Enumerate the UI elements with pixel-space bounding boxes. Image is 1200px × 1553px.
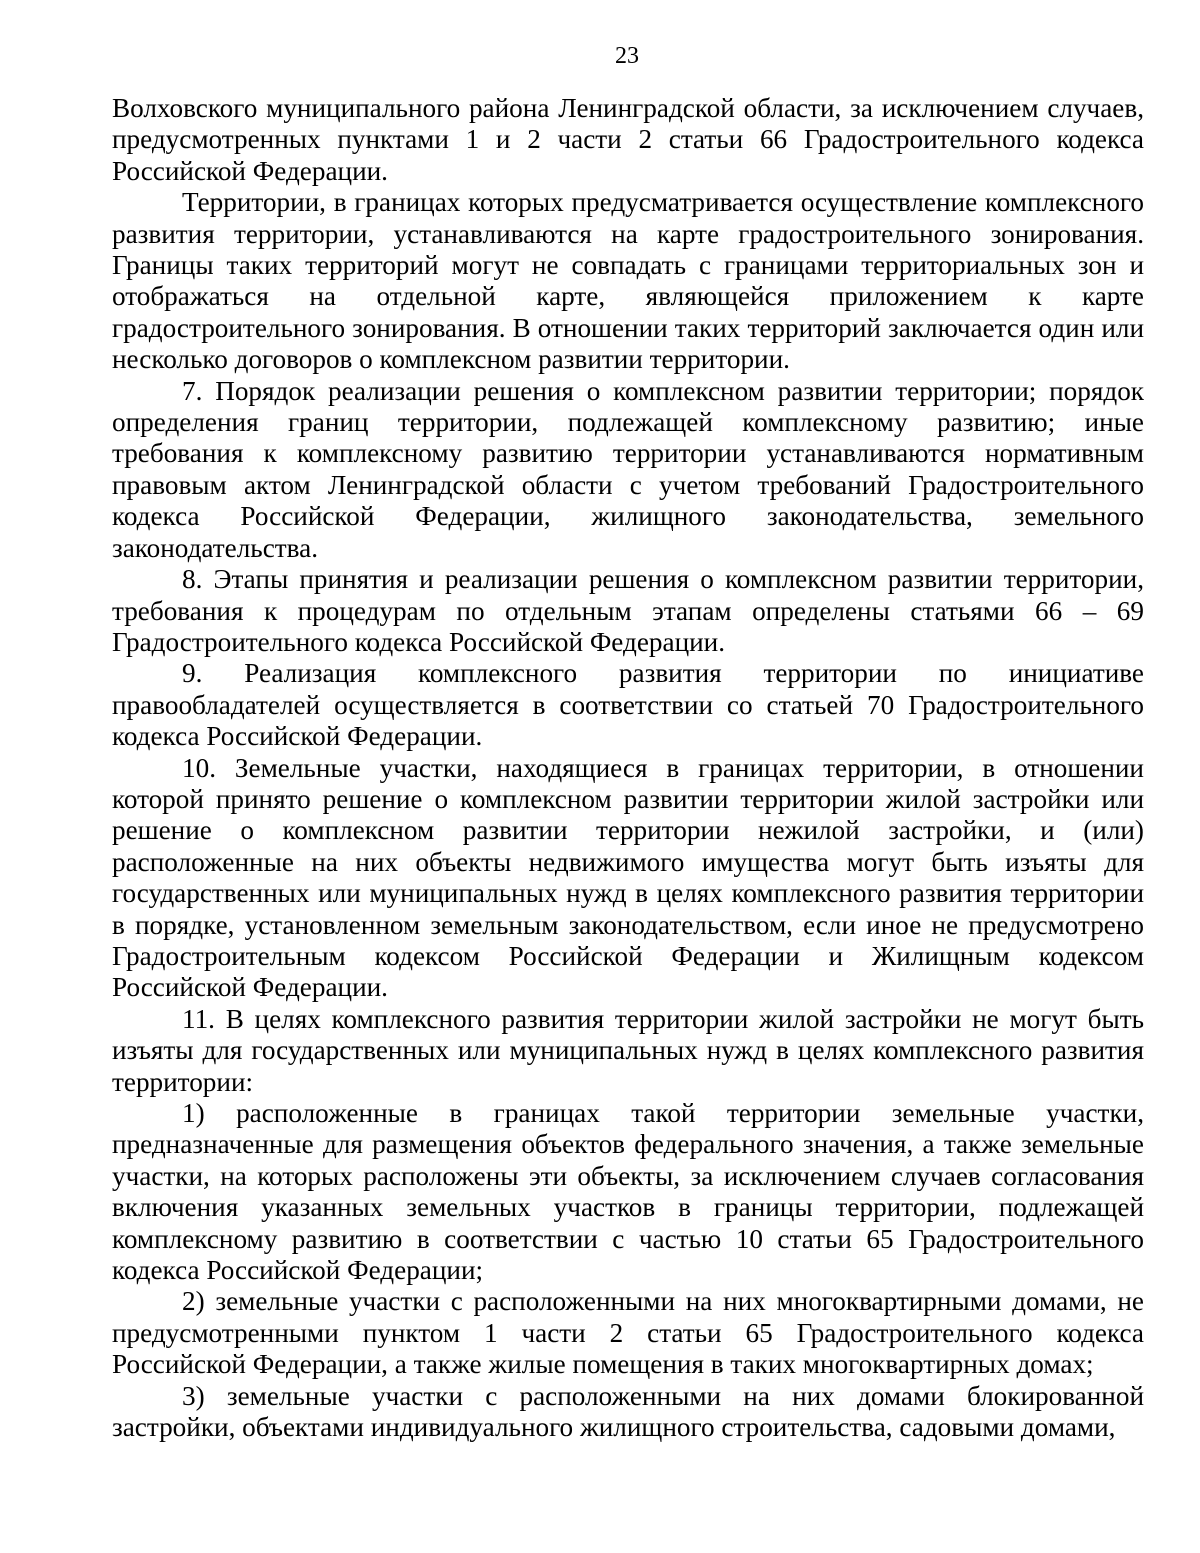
paragraph-item-9: 9. Реализация комплексного развития территории по инициативе правообладателей осуществляется в соответствии со статьей 70 Градостроительного кодекса Российской Федерации.	[112, 658, 1144, 752]
paragraph-continuation: Волховского муниципального района Ленинградской области, за исключением случаев, предусмотренных пунктами 1 и 2 части 2 статьи 66 Градостроительного кодекса Российской Федерации.	[112, 93, 1144, 186]
paragraph-subitem-1: 1) расположенные в границах такой территории земельные участки, предназначенные для размещения объектов федерального значения, а также земельные участки, на которых расположены эти объекты, за исключением случаев согласования включения указанных земельных участков в границы территории, подлежащей комплексному развитию в соответствии с частью 10 статьи 65 Градостроительного кодекса Российской Федерации;	[112, 1098, 1144, 1286]
paragraph-item-7: 7. Порядок реализации решения о комплексном развитии территории; порядок определения границ территории, подлежащей комплексному развитию; иные требования к комплексному развитию территории устанавливаются нормативным правовым актом Ленинградской области с учетом требований Градостроительного кодекса Российской Федерации, жилищного законодательства, земельного законодательства.	[112, 375, 1144, 563]
paragraph-item-11: 11. В целях комплексного развития территории жилой застройки не могут быть изъяты для государственных или муниципальных нужд в целях комплексного развития территории:	[112, 1003, 1144, 1097]
paragraph-item-8: 8. Этапы принятия и реализации решения о комплексном развитии территории, требования к процедурам по отдельным этапам определены статьями 66 – 69 Градостроительного кодекса Российской Федерации.	[112, 564, 1144, 657]
paragraph-item-10: 10. Земельные участки, находящиеся в границах территории, в отношении которой принято решение о комплексном развитии территории жилой застройки или решение о комплексном развитии территории нежилой застройки, и (или) расположенные на них объекты недвижимого имущества могут быть изъяты для государственных или муниципальных нужд в целях комплексного развития территории в порядке, установленном земельным законодательством, если иное не предусмотрено Градостроительным кодексом Российской Федерации и Жилищным кодексом Российской Федерации.	[112, 752, 1144, 1003]
paragraph-subitem-2: 2) земельные участки с расположенными на них многоквартирными домами, не предусмотренными пунктом 1 части 2 статьи 65 Градостроительного кодекса Российской Федерации, а также жилые помещения в таких многоквартирных домах;	[112, 1286, 1144, 1380]
paragraph-territories: Территории, в границах которых предусматривается осуществление комплексного развития территории, устанавливаются на карте градостроительного зонирования. Границы таких территорий могут не совпадать с границами территориальных зон и отображаться на отдельной карте, являющейся приложением к карте градостроительного зонирования. В отношении таких территорий заключается один или несколько договоров о комплексном развитии территории.	[112, 187, 1144, 375]
document-body	[112, 93, 1144, 1443]
page-number: 23	[615, 43, 639, 69]
paragraph-subitem-3: 3) земельные участки с расположенными на них домами блокированной застройки, объектами индивидуального жилищного строительства, садовыми домами,	[112, 1380, 1144, 1443]
